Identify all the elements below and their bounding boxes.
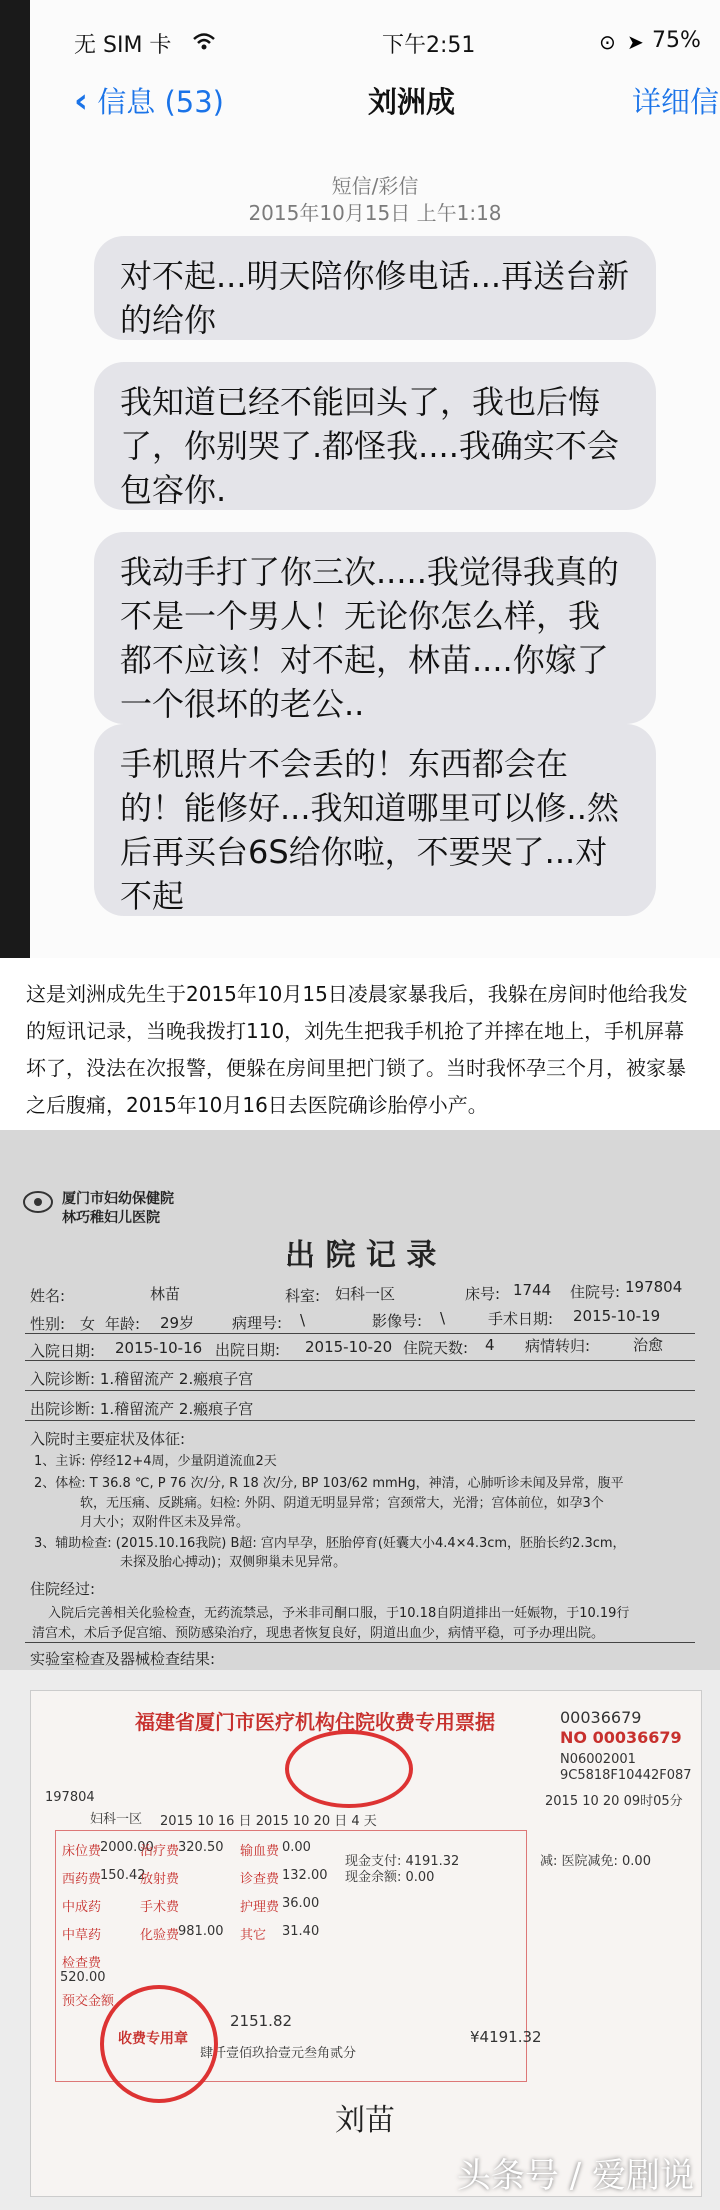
outcome-value: 治愈 xyxy=(633,1336,664,1354)
total-amount: ¥4191.32 xyxy=(470,2028,542,2046)
stay-days-label: 住院天数: xyxy=(403,1339,469,1357)
record-line: 3、辅助检查: (2015.10.16我院) B超: 宫内早孕，胚胎停育(妊囊大小4.4×4.3cm，胚胎长约2.3cm， xyxy=(34,1536,626,1551)
surgery-date-label: 手术日期: xyxy=(488,1310,554,1328)
paid-line: 现金余额: 0.00 xyxy=(345,1870,435,1885)
outcome-label: 病情转归: xyxy=(525,1337,591,1355)
sex-label: 性别: xyxy=(30,1315,66,1333)
message-type: 短信/彩信 xyxy=(331,174,419,198)
receipt-number-red: NO 00036679 xyxy=(560,1728,682,1747)
name-label: 姓名: xyxy=(30,1287,66,1305)
watermark: 头条号 / 爱剧说 xyxy=(456,2156,694,2196)
divider xyxy=(25,1333,695,1334)
patient-no: 197804 xyxy=(45,1790,95,1805)
receipt-number: 00036679 xyxy=(560,1708,642,1727)
divider xyxy=(25,1420,695,1421)
record-line: 2、体检: T 36.8 ℃, P 76 次/分, R 18 次/分, BP 103/62 mmHg，神清，心肺听诊未闻及异常，腹平 xyxy=(34,1476,624,1491)
imaging-value: \ xyxy=(440,1309,446,1327)
receipt-code: 9C5818F10442F087 xyxy=(560,1768,692,1783)
stay-dates: 2015 10 16 日 2015 10 20 日 4 天 xyxy=(160,1814,377,1829)
fee-label: 床位费 xyxy=(62,1844,102,1859)
dept-label: 科室: xyxy=(285,1287,321,1305)
fee-value: 31.40 xyxy=(282,1924,320,1939)
divider xyxy=(25,1642,695,1643)
paid-line: 现金支付: 4191.32 xyxy=(345,1854,460,1869)
ward: 妇科一区 xyxy=(90,1812,143,1827)
sex-value: 女 xyxy=(80,1315,96,1333)
message-bubble[interactable]: 手机照片不会丢的！东西都会在的！能修好...我知道哪里可以修..然后再买台6S给你啦，不要哭了...对不起 xyxy=(94,724,656,916)
receipt-title: 福建省厦门市医疗机构住院收费专用票据 xyxy=(135,1710,495,1734)
course-heading: 住院经过: xyxy=(30,1580,96,1598)
fee-label: 化验费 xyxy=(140,1928,180,1943)
fee-label: 西药费 xyxy=(62,1872,102,1887)
discount-line: 减: 医院减免: 0.00 xyxy=(540,1854,651,1869)
discharge-record xyxy=(0,1130,720,1670)
fee-value: 150.42 xyxy=(100,1868,146,1883)
pathology-label: 病理号: xyxy=(232,1314,283,1332)
fee-label: 预交金额 xyxy=(62,1994,115,2009)
phone-screen xyxy=(30,0,720,958)
age-label: 年龄: xyxy=(105,1315,141,1333)
fee-value: 981.00 xyxy=(178,1924,224,1939)
hospital-name: 厦门市妇幼保健院 xyxy=(62,1191,174,1207)
pathology-value: \ xyxy=(300,1311,306,1329)
fee-label: 中草药 xyxy=(62,1928,102,1943)
bed-value: 1744 xyxy=(513,1281,552,1299)
record-title: 出 院 记 录 xyxy=(285,1238,437,1273)
lab-heading: 实验室检查及器械检查结果: xyxy=(30,1650,216,1668)
hospital-logo-icon xyxy=(22,1190,54,1214)
carrier-label: 无 SIM 卡 xyxy=(74,33,172,58)
wifi-icon xyxy=(192,32,216,50)
back-button[interactable] xyxy=(74,80,224,121)
hospital-seal xyxy=(285,1730,413,1808)
phone-screenshot xyxy=(0,0,720,958)
location-icon: ➤ xyxy=(627,30,644,54)
admission-no-value: 197804 xyxy=(625,1278,683,1296)
admission-no-label: 住院号: xyxy=(570,1283,621,1301)
fee-label: 中成药 xyxy=(62,1900,102,1915)
stamp-text: 收费专用章 xyxy=(118,2031,188,2047)
fee-value: 320.50 xyxy=(178,1840,224,1855)
details-button[interactable]: 详细信 xyxy=(632,85,720,119)
hospital-name-alt: 林巧稚妇儿医院 xyxy=(62,1210,160,1226)
record-line: 1、主诉: 停经12+4周，少量阴道流血2天 xyxy=(34,1454,277,1469)
dept-value: 妇科一区 xyxy=(335,1285,396,1303)
admit-date-label: 入院日期: xyxy=(30,1342,96,1360)
stay-days-value: 4 xyxy=(485,1336,495,1354)
record-line: 软，无压痛、反跳痛。妇检: 外阴、阴道无明显异常；宫颈常大，光滑；宫体前位，如孕3个 xyxy=(80,1496,604,1511)
fee-label: 检查费 xyxy=(62,1956,102,1971)
subtotal: 2151.82 xyxy=(230,2012,293,2030)
caption-text: 这是刘洲成先生于2015年10月15日凌晨家暴我后，我躲在房间时他给我发的短讯记录，当晚我拨打110，刘先生把我手机抢了并摔在地上，手机屏幕坏了，没法在次报警，便躲在房间里把门锁了。当时我怀孕三个月，被家暴之后腹痛，2015年10月16日去医院确诊胎停小产。 xyxy=(26,982,688,1117)
message-bubble[interactable]: 我知道已经不能回头了，我也后悔了，你别哭了.都怪我....我确实不会包容你. xyxy=(94,362,656,510)
fee-value: 132.00 xyxy=(282,1868,328,1883)
fee-value: 520.00 xyxy=(60,1970,106,1985)
record-line: 月大小；双附件区未及异常。 xyxy=(80,1515,250,1530)
fee-label: 护理费 xyxy=(240,1900,280,1915)
discharge-diagnosis: 出院诊断: 1.稽留流产 2.瘢痕子宫 xyxy=(30,1400,254,1418)
discharge-date-label: 出院日期: xyxy=(215,1341,281,1359)
fee-label: 诊查费 xyxy=(240,1872,280,1887)
amount-words: 肆仟壹佰玖拾壹元叁角贰分 xyxy=(200,2046,357,2061)
admit-date-value: 2015-10-16 xyxy=(115,1339,203,1357)
divider xyxy=(25,1360,695,1361)
age-value: 29岁 xyxy=(160,1314,195,1332)
receipt-code: N06002001 xyxy=(560,1752,636,1767)
record-line: 未探及胎心搏动)；双侧卵巢未见异常。 xyxy=(120,1555,347,1570)
course-line: 入院后完善相关化验检查，无药流禁忌，予米非司酮口服，于10.18自阴道排出一妊娠物，于10.19行 xyxy=(48,1606,630,1621)
chevron-left-icon: ‹ xyxy=(74,81,89,121)
fee-label: 其它 xyxy=(240,1928,267,1943)
message-bubble[interactable]: 我动手打了你三次.....我觉得我真的不是一个男人！无论你怎么样，我都不应该！对不起，林苗....你嫁了一个很坏的老公.. xyxy=(94,532,656,724)
signature: 刘苗 xyxy=(335,2103,395,2138)
conversation-title: 刘洲成 xyxy=(368,85,456,119)
caption-block xyxy=(0,958,720,1130)
course-line: 清宫术，术后予促宫缩、预防感染治疗，现患者恢复良好，阴道出血少，病情平稳，可予办理出院。 xyxy=(32,1626,605,1641)
surgery-date-value: 2015-10-19 xyxy=(573,1307,661,1325)
divider xyxy=(25,1390,695,1391)
fee-receipt xyxy=(0,1670,720,2210)
fee-value: 2000.00 xyxy=(100,1840,154,1855)
bed-label: 床号: xyxy=(465,1285,501,1303)
imaging-label: 影像号: xyxy=(372,1312,423,1330)
battery-percent: 75% xyxy=(652,28,701,53)
lock-rotation-icon: ⊙ xyxy=(599,30,616,54)
status-time: 下午2:51 xyxy=(382,33,476,58)
fee-label: 放射费 xyxy=(140,1872,180,1887)
fee-value: 36.00 xyxy=(282,1896,320,1911)
fee-label: 输血费 xyxy=(240,1844,280,1859)
back-label: 信息 (53) xyxy=(97,85,224,119)
fee-value: 0.00 xyxy=(282,1840,311,1855)
fee-label: 治疗费 xyxy=(140,1844,180,1859)
name-value: 林苗 xyxy=(150,1285,181,1303)
symptoms-heading: 入院时主要症状及体征: xyxy=(30,1430,186,1448)
message-bubble[interactable]: 对不起...明天陪你修电话...再送台新的给你 xyxy=(94,236,656,340)
receipt-date: 2015 10 20 09时05分 xyxy=(545,1794,683,1809)
fee-label: 手术费 xyxy=(140,1900,180,1915)
admission-diagnosis: 入院诊断: 1.稽留流产 2.瘢痕子宫 xyxy=(30,1370,254,1388)
message-datetime: 2015年10月15日 上午1:18 xyxy=(248,201,502,225)
discharge-date-value: 2015-10-20 xyxy=(305,1338,393,1356)
